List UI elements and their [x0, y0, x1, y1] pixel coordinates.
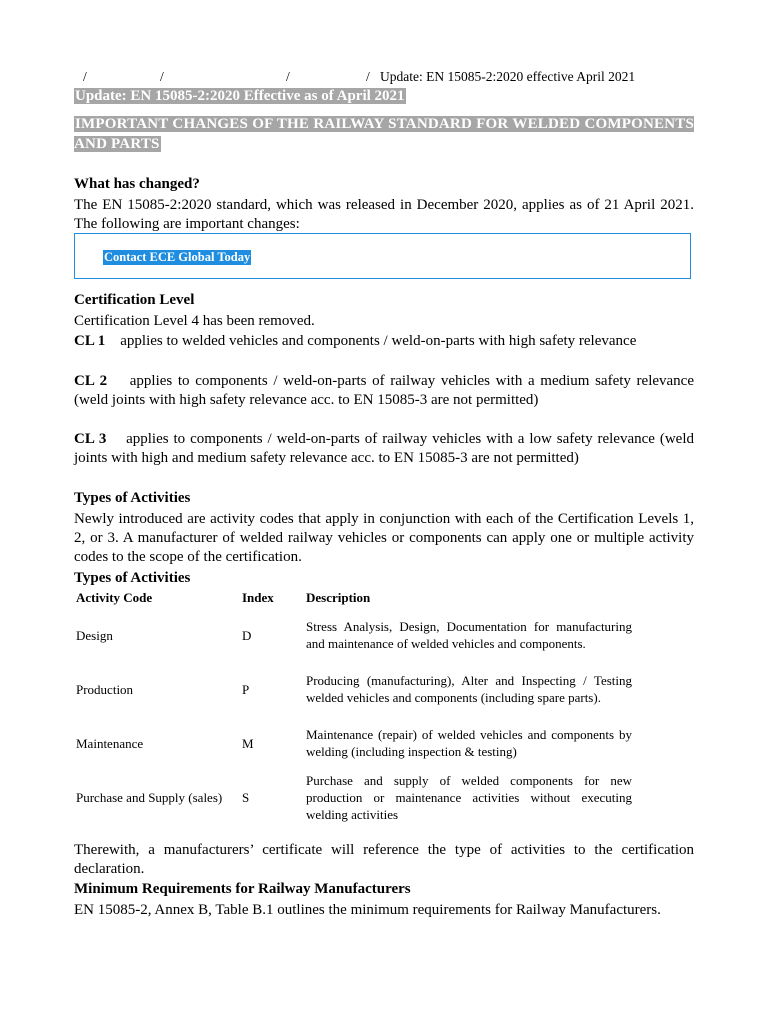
activity-description: Maintenance (repair) of welded vehicles and components by welding (including inspection & testing) [306, 727, 632, 759]
activity-code: Maintenance [76, 735, 144, 751]
what-changed-heading: What has changed? [74, 176, 200, 192]
table-row [74, 608, 634, 662]
activities-table [74, 587, 634, 824]
minimum-heading: Minimum Requirements for Railway Manufacturers [74, 881, 411, 897]
cert-level-1 [74, 332, 694, 351]
cert-level-code: CL 2 [74, 373, 108, 389]
contact-box [74, 233, 691, 279]
table-row [74, 716, 634, 770]
cert-level-3 [74, 430, 694, 468]
column-header: Description [306, 590, 371, 605]
table-row [74, 662, 634, 716]
cert-level-text: applies to components / weld-on-parts of railway vehicles with a low safety relevance (weld joints with high and medium safety relevance acc. to EN 15085-3 are not permitted) [74, 431, 695, 466]
activity-description: Producing (manufacturing), Alter and Inspecting / Testing welded vehicles and components (including spare parts). [306, 673, 632, 705]
minimum-body: EN 15085-2, Annex B, Table B.1 outlines the minimum requirements for Railway Manufacturers. [74, 902, 661, 918]
activity-code: Design [76, 627, 113, 643]
breadcrumb-separator: / [160, 69, 164, 84]
activity-description: Purchase and supply of welded components for new production or maintenance activities without executing welding activities [306, 772, 632, 822]
contact-button[interactable]: Contact ECE Global Today [104, 250, 251, 264]
cert-level-text: applies to components / weld-on-parts of railway vehicles with a medium safety relevance (weld joints with high safety relevance acc. to EN 15085-3 are not permitted) [74, 373, 694, 408]
activity-index: M [242, 735, 254, 751]
breadcrumb-separator: / [286, 69, 290, 84]
cert-level-text: applies to welded vehicles and components / weld-on-parts with high safety relevance [120, 333, 637, 349]
activity-code: Production [76, 681, 134, 697]
activity-description: Stress Analysis, Design, Documentation for manufacturing and maintenance of welded vehicles and components. [306, 619, 632, 651]
breadcrumb-current[interactable]: Update: EN 15085-2:2020 effective April 2021 [380, 69, 636, 84]
table-row [74, 770, 634, 824]
breadcrumb-separator: / [366, 69, 370, 84]
headline: IMPORTANT CHANGES OF THE RAILWAY STANDARD FOR WELDED COMPONENTS AND PARTS [74, 116, 694, 152]
cert-level-code: CL 1 [74, 333, 106, 349]
activities-table-heading: Types of Activities [74, 570, 191, 586]
column-header: Index [242, 590, 274, 605]
activities-body: Newly introduced are activity codes that apply in conjunction with each of the Certification Levels 1, 2, or 3. A manufacturer of welded railway vehicles or components can apply one or multiple activity codes to the scope of the certification. [74, 511, 694, 565]
what-changed-body: The EN 15085-2:2020 standard, which was released in December 2020, applies as of 21 April 2021. The following are important changes: [74, 197, 694, 232]
activity-index: D [242, 627, 252, 643]
cert-level-code: CL 3 [74, 431, 107, 447]
column-header: Activity Code [76, 590, 153, 605]
activities-heading: Types of Activities [74, 490, 191, 506]
cert-removed: Certification Level 4 has been removed. [74, 313, 315, 329]
table-header-row [74, 587, 634, 608]
activity-index: P [242, 681, 250, 697]
breadcrumb-separator: / [83, 69, 87, 84]
cert-heading: Certification Level [74, 292, 195, 308]
activity-code: Purchase and Supply (sales) [76, 789, 223, 805]
activity-index: S [242, 789, 250, 805]
page-title: Update: EN 15085-2:2020 Effective as of April 2021 [75, 88, 405, 104]
therewith-text: Therewith, a manufacturers’ certificate will reference the type of activities to the certification declaration. [74, 842, 694, 877]
cert-level-2 [74, 372, 694, 410]
